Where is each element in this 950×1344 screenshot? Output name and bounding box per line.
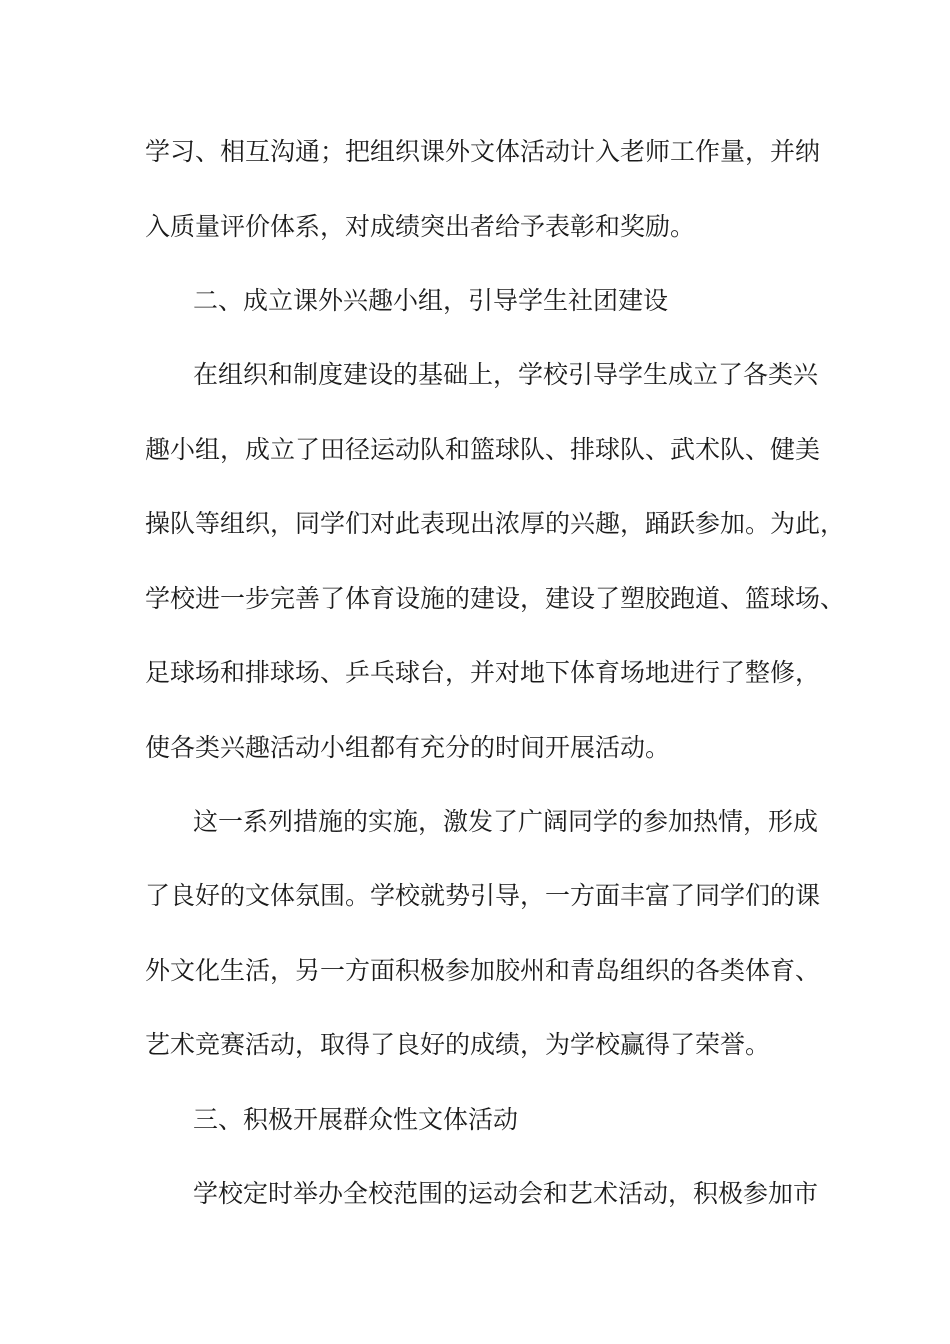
- paragraph-line: 学校进一步完善了体育设施的建设，建设了塑胶跑道、篮球场、: [145, 584, 846, 613]
- paragraph-line: 外文化生活，另一方面积极参加胶州和青岛组织的各类体育、: [145, 956, 821, 985]
- paragraph-line: 操队等组织，同学们对此表现出浓厚的兴趣，踊跃参加。为此，: [145, 509, 846, 538]
- paragraph-line: 使各类兴趣活动小组都有充分的时间开展活动。: [145, 733, 671, 762]
- paragraph-line: 了良好的文体氛围。学校就势引导，一方面丰富了同学们的课: [145, 881, 821, 910]
- paragraph-line: 艺术竞赛活动，取得了良好的成绩，为学校赢得了荣誉。: [145, 1030, 771, 1059]
- paragraph-line: 入质量评价体系，对成绩突出者给予表彰和奖励。: [145, 212, 696, 241]
- paragraph-line: 足球场和排球场、乒乓球台，并对地下体育场地进行了整修，: [145, 658, 821, 687]
- paragraph-line: 这一系列措施的实施，激发了广阔同学的参加热情，形成: [193, 807, 819, 836]
- paragraph-line: 趣小组，成立了田径运动队和篮球队、排球队、武术队、健美: [145, 435, 821, 464]
- paragraph-line: 学习、相互沟通；把组织课外文体活动计入老师工作量，并纳: [145, 137, 821, 166]
- paragraph-line: 学校定时举办全校范围的运动会和艺术活动，积极参加市: [193, 1179, 819, 1208]
- section-heading: 三、积极开展群众性文体活动: [193, 1105, 519, 1134]
- section-heading: 二、成立课外兴趣小组，引导学生社团建设: [193, 286, 669, 315]
- paragraph-line: 在组织和制度建设的基础上，学校引导学生成立了各类兴: [193, 360, 819, 389]
